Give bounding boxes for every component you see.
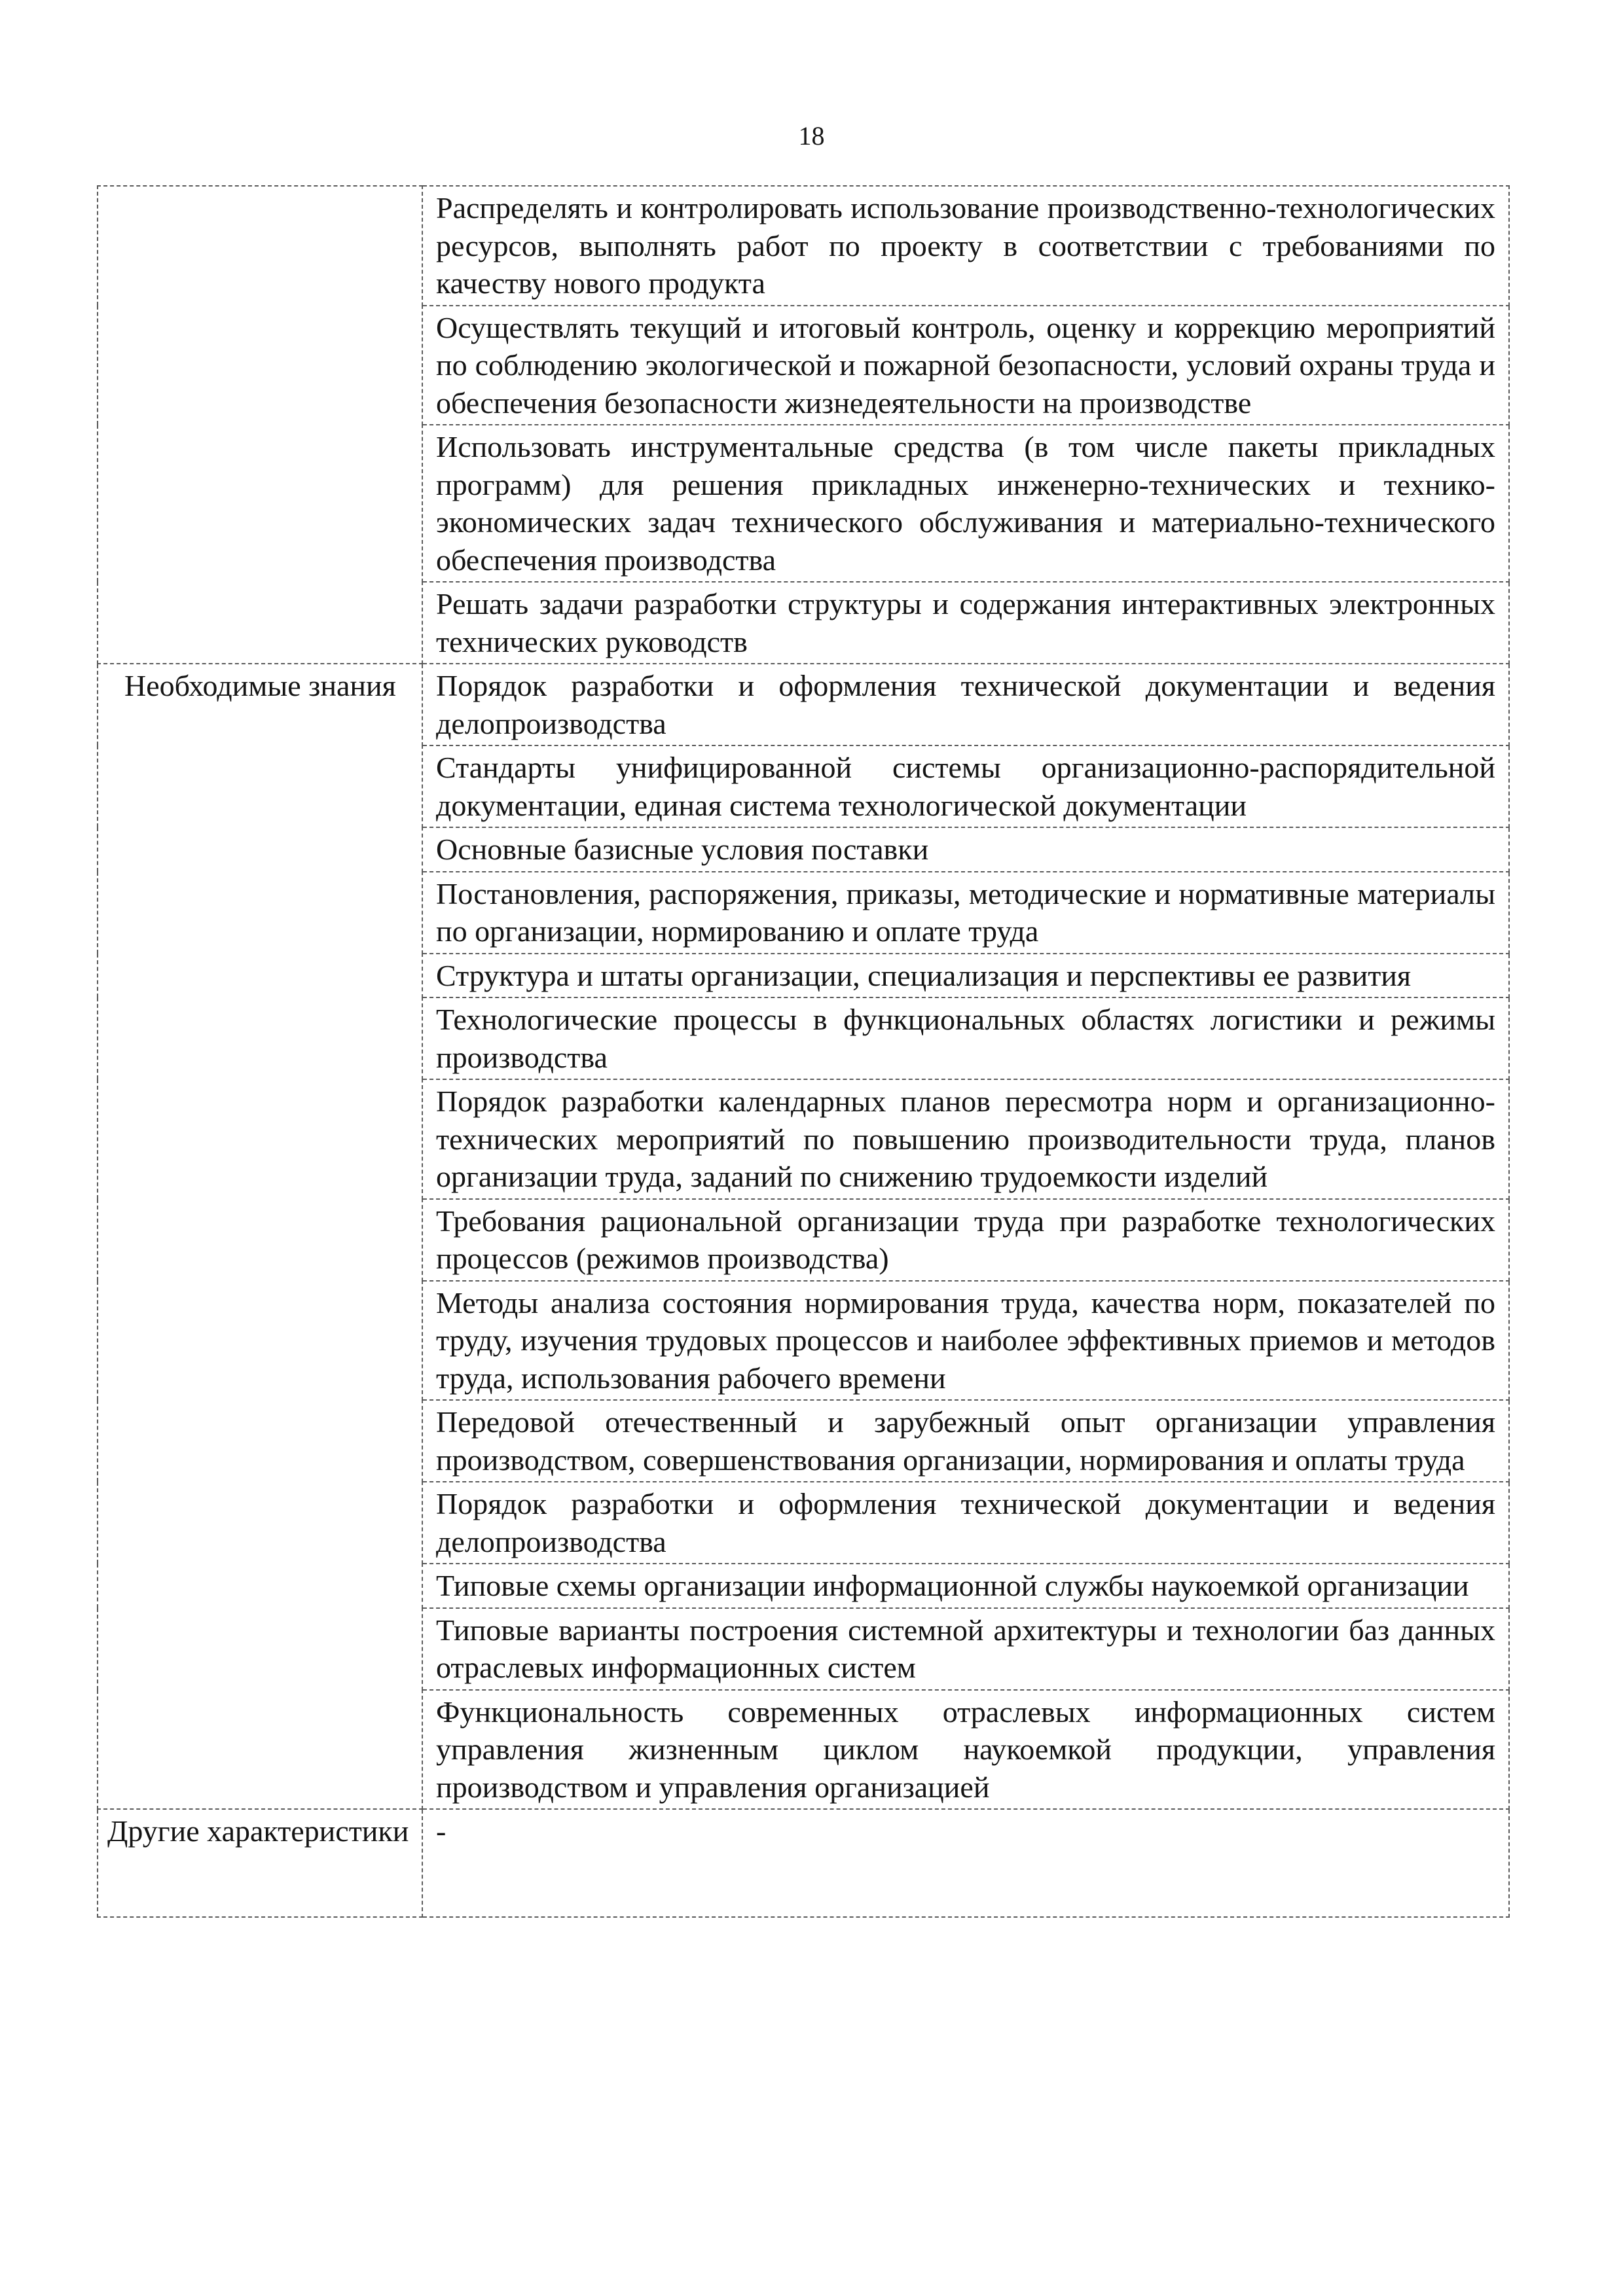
skill-item: Использовать инструментальные средства (в том числе пакеты прикладных программ) для решения прикладных инженерно-технических и технико-экономических задач технического обслуживания и материально-технического обеспечения производства <box>422 425 1509 582</box>
other-label: Другие характеристики <box>98 1809 422 1917</box>
table-row <box>98 664 1509 745</box>
knowledge-item: Требования рациональной организации труда при разработке технологических процессов (режимов производства) <box>422 1199 1509 1281</box>
knowledge-item: Основные базисные условия поставки <box>422 827 1509 872</box>
knowledge-item: Постановления, распоряжения, приказы, методические и нормативные материалы по организации, нормированию и оплате труда <box>422 872 1509 954</box>
knowledge-item: Передовой отечественный и зарубежный опыт организации управления производством, совершенствования организации, нормирования и оплаты труда <box>422 1400 1509 1482</box>
skill-item: Решать задачи разработки структуры и содержания интерактивных электронных технических руководств <box>422 582 1509 664</box>
knowledge-item: Стандарты унифицированной системы организационно-распорядительной документации, единая система технологической документации <box>422 745 1509 827</box>
knowledge-item: Функциональность современных отраслевых информационных систем управления жизненным циклом наукоемкой продукции, управления производством и управления организацией <box>422 1690 1509 1810</box>
skill-item: Распределять и контролировать использование производственно-технологических ресурсов, выполнять работ по проекту в соответствии с требованиями по качеству нового продукта <box>422 186 1509 306</box>
knowledge-item: Методы анализа состояния нормирования труда, качества норм, показателей по труду, изучения трудовых процессов и наиболее эффективных приемов и методов труда, использования рабочего времени <box>422 1281 1509 1401</box>
knowledge-item: Типовые варианты построения системной архитектуры и технологии баз данных отраслевых информационных систем <box>422 1608 1509 1690</box>
requirements-table <box>97 185 1510 1918</box>
knowledge-item: Технологические процессы в функциональных областях логистики и режимы производства <box>422 997 1509 1079</box>
other-value: - <box>422 1809 1509 1917</box>
knowledge-item: Порядок разработки календарных планов пересмотра норм и организационно-технических мероприятий по повышению производительности труда, планов организации труда, заданий по снижению трудоемкости изделий <box>422 1079 1509 1199</box>
skills-label-cell <box>98 186 422 664</box>
table-row <box>98 1809 1509 1917</box>
skill-item: Осуществлять текущий и итоговый контроль, оценку и коррекцию мероприятий по соблюдению экологической и пожарной безопасности, условий охраны труда и обеспечения безопасности жизнедеятельности на производстве <box>422 306 1509 425</box>
knowledge-item: Типовые схемы организации информационной службы наукоемкой организации <box>422 1564 1509 1608</box>
knowledge-item: Структура и штаты организации, специализация и перспективы ее развития <box>422 954 1509 998</box>
table-row <box>98 186 1509 306</box>
knowledge-item: Порядок разработки и оформления технической документации и ведения делопроизводства <box>422 664 1509 745</box>
knowledge-label: Необходимые знания <box>98 664 422 1809</box>
knowledge-item: Порядок разработки и оформления технической документации и ведения делопроизводства <box>422 1482 1509 1564</box>
page-number: 18 <box>798 121 825 151</box>
